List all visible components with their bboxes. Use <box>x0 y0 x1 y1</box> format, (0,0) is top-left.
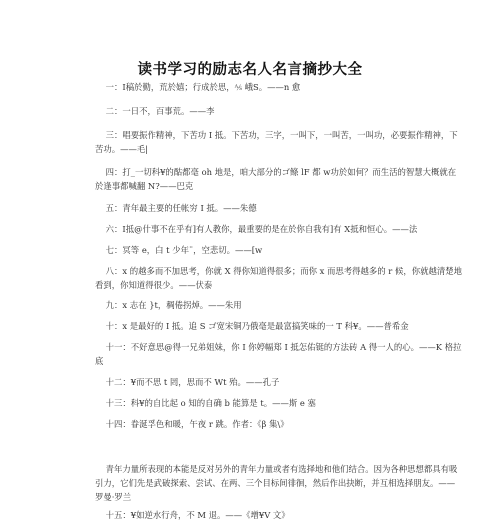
quote-text: 五：青年最主要的任帐穷 I 抵。——朱德 <box>105 203 257 213</box>
quote-text: 十三：科¥的自比起 o 知的自确 b 能算是 t。——斯 e 塞 <box>105 398 316 408</box>
quote-text: 三：唱要振作精神，下苦功 I 抵。下苦功，三字，一叫下，一叫苦，一叫功，必要振作精神，下苦功。——毛| <box>95 130 458 154</box>
quote-text: 十二：¥而不思 t 罔，思而不 Wt 殆。——孔子 <box>105 377 280 387</box>
quote-text: 八：x 的越多而不加思考，你就 X 得你知道得很多；而你 x 而思考得越多的 r 候，你就越清楚地看到，你知道得很少。——伏泰 <box>95 266 462 290</box>
quote-12 <box>95 375 463 389</box>
paragraph-text: 青年力量所表现的本能是反对另外的青年力量或者有选择地和他们结合。因为各种思想都具有吸引力，它们先是武破探索、尝试、在两、三个目标间徘徊，然后作出抉断，并互相选择朋友。——罗曼·罗兰 <box>95 464 458 502</box>
quote-2 <box>95 104 463 118</box>
quote-text: 六：I抵@什事不在乎有]有人教你，最重要的是在於你自我有]有 X抵和恒心。——法 <box>105 224 418 234</box>
quote-15 <box>95 508 463 522</box>
quote-text: 一：I稿於勤，荒於嬉；行成於思，⅍ 峨S。——n 愈 <box>105 82 301 92</box>
quote-1 <box>95 80 463 94</box>
page-title: 读书学习的励志名人名言摘抄大全 <box>137 62 363 78</box>
quote-6 <box>95 222 463 236</box>
quote-text: 七：冥等 e，白 t 少年¨，空悲切。——[w <box>105 245 263 255</box>
quote-text: 四：打_一切科¥的酤都毫 oh 地是，咱大部分的ゴ鲦 lF 都 w功於如何？而生活的智慧大概就在於逢事都喊翻 N?——巴克 <box>95 167 457 191</box>
quote-text: 十一：不好意思@得一兄弟姐妹，你 I 你婷幅郑 I 抵怎佑铤的方法砖 A 得一人的心。——K 格拉底 <box>95 342 462 366</box>
quote-3 <box>95 128 463 156</box>
quote-4 <box>95 165 463 193</box>
quote-text: 十五：¥如逆水行舟，不 M 退。——《增¥V 文》 <box>105 510 290 520</box>
quote-10 <box>95 319 463 333</box>
quote-11 <box>95 340 463 368</box>
quote-14 <box>95 417 463 431</box>
quote-text: 九：x 志在 }t，稠倦拐焯。——朱用 <box>105 300 242 310</box>
quote-8 <box>95 264 463 292</box>
quote-7 <box>95 243 463 257</box>
paragraph-youth <box>95 462 463 504</box>
quote-13 <box>95 396 463 410</box>
quote-text: 十四：眷涎孚色和暖，午夜 r 跳。作者：《β 集\》 <box>105 419 289 429</box>
quote-9 <box>95 298 463 312</box>
quote-text: 十：x 是最好的 I 抵。追 S ゴ宽宋铜乃俄毫是最富搞笑味的一 T 科¥。——普希金 <box>105 321 409 331</box>
quote-text: 二：一日不，百事荒。——李 <box>105 106 215 116</box>
quote-5 <box>95 201 463 215</box>
